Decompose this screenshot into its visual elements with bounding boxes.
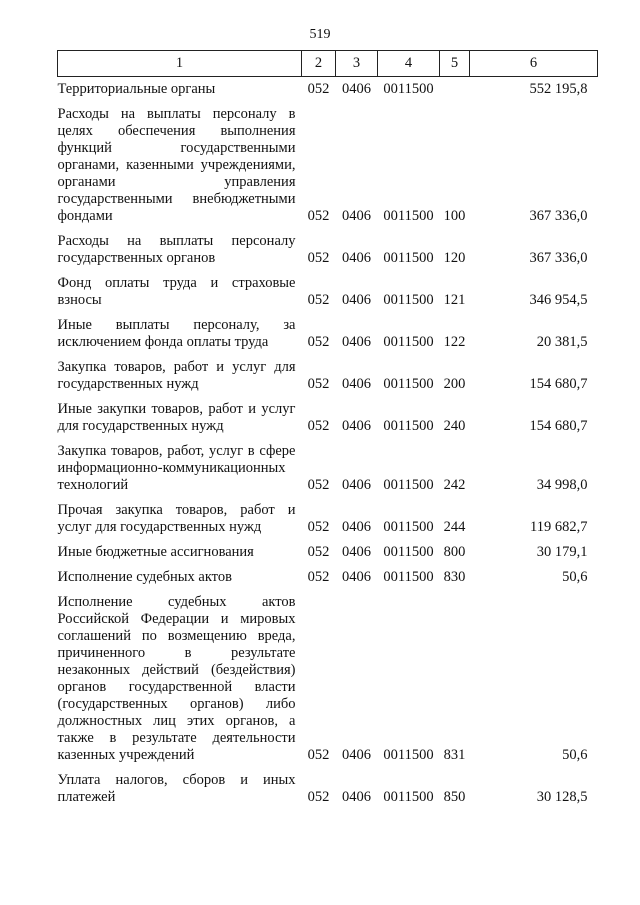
expense-type: 830 [443,569,466,585]
column-header-4: 4 [378,51,440,77]
table-row [58,351,598,393]
section-code: 0406 [342,544,371,560]
row-name: Исполнение судебных актов Российской Федерации и мировых соглашений по возмещению вреда, причиненного в результате незаконных действий (бездействия) органов государственной власти (государственных органов) либо должностных лиц этих органов, а также в результате деятельности казенных учреждений [57,594,296,763]
admin-code: 052 [307,334,330,350]
admin-code: 052 [307,376,330,392]
table-header [58,51,598,77]
admin-code: 052 [307,250,330,266]
admin-code: 052 [307,747,330,763]
expense-type: 240 [443,418,466,434]
row-name: Уплата налогов, сборов и иных платежей [57,772,296,805]
target-article: 0011500 [383,569,434,585]
expense-type: 244 [443,519,466,535]
section-code: 0406 [342,519,371,535]
column-header-2: 2 [302,51,336,77]
target-article: 0011500 [383,747,434,763]
section-code: 0406 [342,81,371,97]
amount: 154 680,7 [529,376,588,392]
amount: 346 954,5 [529,292,588,308]
target-article: 0011500 [383,81,434,97]
row-name: Расходы на выплаты персоналу государственных органов [57,233,296,266]
table-body [58,77,598,807]
target-article: 0011500 [383,789,434,805]
admin-code: 052 [307,569,330,585]
expense-type: 800 [443,544,466,560]
amount: 50,6 [562,747,588,763]
section-code: 0406 [342,292,371,308]
amount: 552 195,8 [529,81,588,97]
section-code: 0406 [342,334,371,350]
table-row [58,393,598,435]
table-row [58,435,598,494]
amount: 30 128,5 [536,789,588,805]
target-article: 0011500 [383,208,434,224]
target-article: 0011500 [383,292,434,308]
admin-code: 052 [307,519,330,535]
column-header-1: 1 [58,51,302,77]
expense-type: 242 [443,477,466,493]
expense-type: 831 [443,747,466,763]
admin-code: 052 [307,208,330,224]
amount: 154 680,7 [529,418,588,434]
expense-type: 200 [443,376,466,392]
table-row [58,586,598,764]
admin-code: 052 [307,477,330,493]
amount: 367 336,0 [529,250,588,266]
amount: 20 381,5 [536,334,588,350]
admin-code: 052 [307,81,330,97]
column-header-5: 5 [440,51,470,77]
admin-code: 052 [307,544,330,560]
expense-type: 850 [443,789,466,805]
target-article: 0011500 [383,477,434,493]
section-code: 0406 [342,747,371,763]
row-name: Прочая закупка товаров, работ и услуг для государственных нужд [57,502,296,535]
section-code: 0406 [342,789,371,805]
row-name: Закупка товаров, работ, услуг в сфере информационно-коммуникационных технологий [57,443,296,493]
column-header-6: 6 [470,51,598,77]
admin-code: 052 [307,789,330,805]
amount: 119 682,7 [530,519,588,535]
admin-code: 052 [307,292,330,308]
row-name: Расходы на выплаты персоналу в целях обеспечения выполнения функций государственными органами, казенными учреждениями, органами управления государственными внебюджетными фондами [57,106,296,224]
row-name: Закупка товаров, работ и услуг для государственных нужд [57,359,296,392]
admin-code: 052 [307,418,330,434]
target-article: 0011500 [383,376,434,392]
target-article: 0011500 [383,334,434,350]
section-code: 0406 [342,376,371,392]
column-header-3: 3 [336,51,378,77]
expense-type: 120 [443,250,466,266]
table-row [58,225,598,267]
table-row [58,536,598,561]
expense-type: 121 [443,292,466,308]
target-article: 0011500 [383,519,434,535]
table-row [58,98,598,225]
amount: 30 179,1 [536,544,588,560]
row-name: Иные бюджетные ассигнования [57,544,254,560]
row-name: Иные закупки товаров, работ и услуг для государственных нужд [57,401,296,434]
row-name: Фонд оплаты труда и страховые взносы [57,275,296,308]
row-name: Исполнение судебных актов [57,569,232,585]
section-code: 0406 [342,569,371,585]
table-row [58,494,598,536]
target-article: 0011500 [383,544,434,560]
row-name: Иные выплаты персоналу, за исключением фонда оплаты труда [57,317,296,350]
expense-type: 100 [443,208,466,224]
section-code: 0406 [342,250,371,266]
table-row [58,267,598,309]
table-row [58,309,598,351]
budget-table [57,50,598,806]
amount: 367 336,0 [529,208,588,224]
amount: 50,6 [562,569,588,585]
header-row [58,51,598,77]
target-article: 0011500 [383,418,434,434]
target-article: 0011500 [383,250,434,266]
table-row [58,764,598,806]
expense-type: 122 [443,334,466,350]
row-name: Территориальные органы [57,81,216,97]
table-row [58,561,598,586]
section-code: 0406 [342,208,371,224]
section-code: 0406 [342,477,371,493]
amount: 34 998,0 [536,477,588,493]
section-code: 0406 [342,418,371,434]
expense-type [440,77,470,99]
table-row [58,77,598,99]
page-number: 519 [309,27,331,42]
